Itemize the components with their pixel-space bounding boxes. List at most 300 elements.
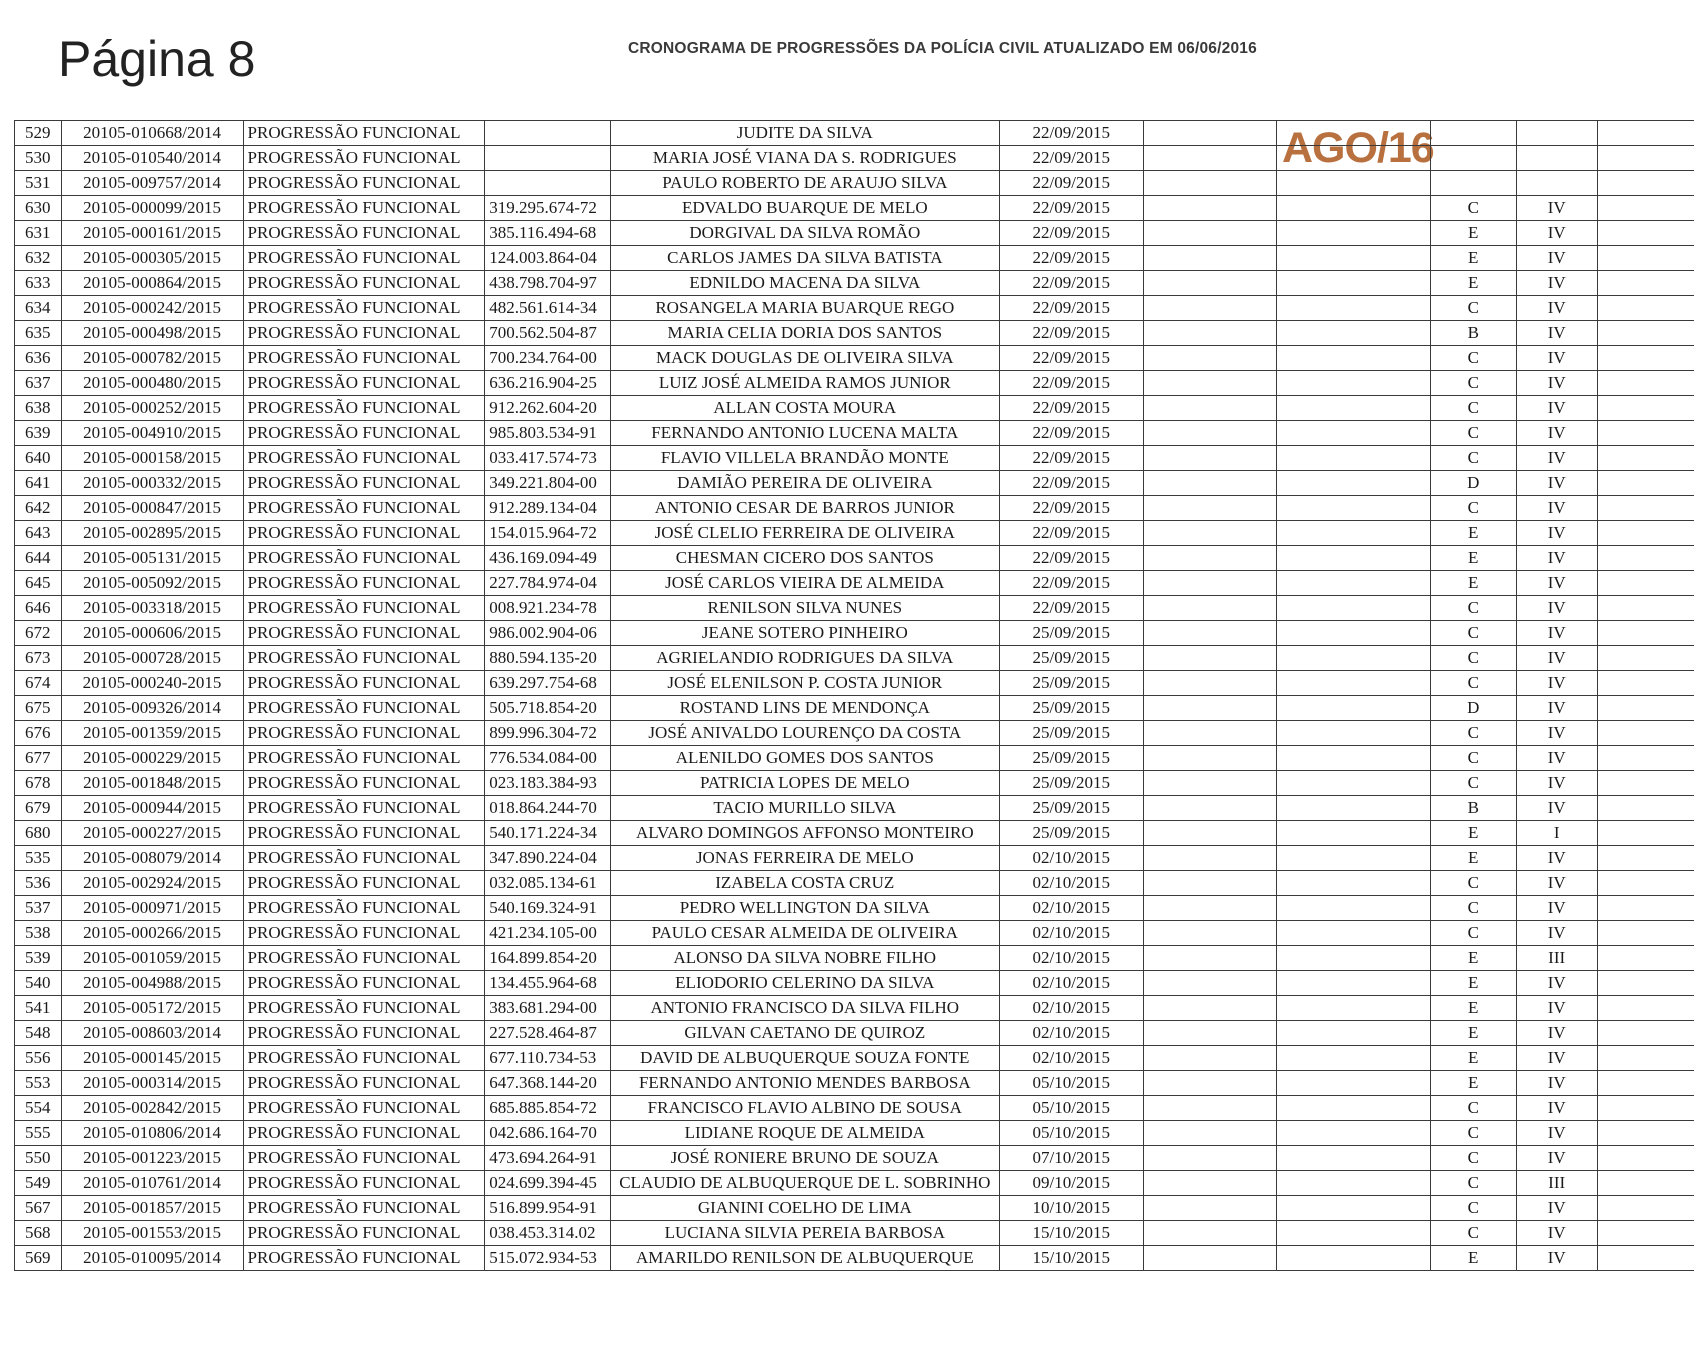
- cpf-cell: 482.561.614-34: [485, 296, 610, 321]
- blank-cell: [1597, 1246, 1694, 1271]
- progression-type-cell: PROGRESSÃO FUNCIONAL: [243, 771, 485, 796]
- process-number-cell: 20105-000266/2015: [61, 921, 243, 946]
- table-row: [15, 896, 1694, 921]
- progression-type-cell: PROGRESSÃO FUNCIONAL: [243, 696, 485, 721]
- blank-cell: [1597, 496, 1694, 521]
- row-number-cell: 675: [15, 696, 62, 721]
- cpf-cell: 349.221.804-00: [485, 471, 610, 496]
- table-row: [15, 571, 1694, 596]
- records-table-wrapper: [14, 120, 1694, 1271]
- date-cell: 25/09/2015: [999, 746, 1143, 771]
- level-cell: E: [1430, 1046, 1516, 1071]
- blank-cell: [1277, 246, 1431, 271]
- blank-cell: [1597, 146, 1694, 171]
- class-cell: IV: [1516, 546, 1597, 571]
- blank-cell: [1597, 896, 1694, 921]
- level-cell: C: [1430, 1146, 1516, 1171]
- progression-type-cell: PROGRESSÃO FUNCIONAL: [243, 971, 485, 996]
- class-cell: IV: [1516, 521, 1597, 546]
- blank-cell: [1277, 746, 1431, 771]
- cpf-cell: 636.216.904-25: [485, 371, 610, 396]
- row-number-cell: 641: [15, 471, 62, 496]
- class-cell: IV: [1516, 1121, 1597, 1146]
- cpf-cell: 438.798.704-97: [485, 271, 610, 296]
- blank-cell: [1597, 1121, 1694, 1146]
- employee-name-cell: DORGIVAL DA SILVA ROMÃO: [610, 221, 999, 246]
- process-number-cell: 20105-004988/2015: [61, 971, 243, 996]
- blank-cell: [1143, 271, 1276, 296]
- progression-type-cell: PROGRESSÃO FUNCIONAL: [243, 346, 485, 371]
- date-cell: 02/10/2015: [999, 871, 1143, 896]
- class-cell: IV: [1516, 246, 1597, 271]
- employee-name-cell: JEANE SOTERO PINHEIRO: [610, 621, 999, 646]
- table-row: [15, 246, 1694, 271]
- row-number-cell: 630: [15, 196, 62, 221]
- blank-cell: [1143, 896, 1276, 921]
- class-cell: III: [1516, 1171, 1597, 1196]
- blank-cell: [1597, 1221, 1694, 1246]
- class-cell: IV: [1516, 221, 1597, 246]
- progression-type-cell: PROGRESSÃO FUNCIONAL: [243, 871, 485, 896]
- process-number-cell: 20105-004910/2015: [61, 421, 243, 446]
- table-row: [15, 696, 1694, 721]
- cpf-cell: 038.453.314.02: [485, 1221, 610, 1246]
- cpf-cell: 154.015.964-72: [485, 521, 610, 546]
- row-number-cell: 539: [15, 946, 62, 971]
- table-row: [15, 646, 1694, 671]
- progression-type-cell: PROGRESSÃO FUNCIONAL: [243, 1021, 485, 1046]
- process-number-cell: 20105-000944/2015: [61, 796, 243, 821]
- blank-cell: [1277, 196, 1431, 221]
- employee-name-cell: CHESMAN CICERO DOS SANTOS: [610, 546, 999, 571]
- blank-cell: [1277, 421, 1431, 446]
- class-cell: [1516, 146, 1597, 171]
- process-number-cell: 20105-010540/2014: [61, 146, 243, 171]
- table-row: [15, 771, 1694, 796]
- date-cell: 22/09/2015: [999, 596, 1143, 621]
- table-row: [15, 721, 1694, 746]
- blank-cell: [1277, 646, 1431, 671]
- blank-cell: [1277, 146, 1431, 171]
- process-number-cell: 20105-000252/2015: [61, 396, 243, 421]
- cpf-cell: 505.718.854-20: [485, 696, 610, 721]
- progression-type-cell: PROGRESSÃO FUNCIONAL: [243, 746, 485, 771]
- blank-cell: [1143, 371, 1276, 396]
- table-row: [15, 596, 1694, 621]
- blank-cell: [1597, 871, 1694, 896]
- blank-cell: [1597, 671, 1694, 696]
- blank-cell: [1143, 1021, 1276, 1046]
- cpf-cell: 033.417.574-73: [485, 446, 610, 471]
- date-cell: 02/10/2015: [999, 996, 1143, 1021]
- employee-name-cell: ELIODORIO CELERINO DA SILVA: [610, 971, 999, 996]
- process-number-cell: 20105-000314/2015: [61, 1071, 243, 1096]
- level-cell: C: [1430, 296, 1516, 321]
- level-cell: [1430, 171, 1516, 196]
- process-number-cell: 20105-005131/2015: [61, 546, 243, 571]
- progression-type-cell: PROGRESSÃO FUNCIONAL: [243, 396, 485, 421]
- process-number-cell: 20105-001059/2015: [61, 946, 243, 971]
- class-cell: IV: [1516, 496, 1597, 521]
- level-cell: C: [1430, 871, 1516, 896]
- date-cell: 25/09/2015: [999, 621, 1143, 646]
- class-cell: IV: [1516, 346, 1597, 371]
- blank-cell: [1277, 671, 1431, 696]
- row-number-cell: 568: [15, 1221, 62, 1246]
- progression-type-cell: PROGRESSÃO FUNCIONAL: [243, 371, 485, 396]
- cpf-cell: 540.169.324-91: [485, 896, 610, 921]
- level-cell: [1430, 121, 1516, 146]
- blank-cell: [1143, 571, 1276, 596]
- level-cell: E: [1430, 1021, 1516, 1046]
- employee-name-cell: PAULO CESAR ALMEIDA DE OLIVEIRA: [610, 921, 999, 946]
- table-row: [15, 1196, 1694, 1221]
- blank-cell: [1277, 846, 1431, 871]
- blank-cell: [1277, 171, 1431, 196]
- blank-cell: [1143, 196, 1276, 221]
- row-number-cell: 674: [15, 671, 62, 696]
- blank-cell: [1143, 521, 1276, 546]
- table-row: [15, 446, 1694, 471]
- blank-cell: [1597, 121, 1694, 146]
- date-cell: 25/09/2015: [999, 821, 1143, 846]
- row-number-cell: 549: [15, 1171, 62, 1196]
- class-cell: IV: [1516, 196, 1597, 221]
- process-number-cell: 20105-001848/2015: [61, 771, 243, 796]
- blank-cell: [1143, 1246, 1276, 1271]
- blank-cell: [1597, 571, 1694, 596]
- table-row: [15, 746, 1694, 771]
- process-number-cell: 20105-000099/2015: [61, 196, 243, 221]
- table-row: [15, 1096, 1694, 1121]
- progression-type-cell: PROGRESSÃO FUNCIONAL: [243, 1071, 485, 1096]
- level-cell: C: [1430, 1096, 1516, 1121]
- date-cell: 25/09/2015: [999, 671, 1143, 696]
- level-cell: E: [1430, 246, 1516, 271]
- employee-name-cell: LUCIANA SILVIA PEREIA BARBOSA: [610, 1221, 999, 1246]
- table-row: [15, 671, 1694, 696]
- table-row: [15, 1021, 1694, 1046]
- level-cell: E: [1430, 996, 1516, 1021]
- cpf-cell: 124.003.864-04: [485, 246, 610, 271]
- class-cell: IV: [1516, 1221, 1597, 1246]
- table-row: [15, 846, 1694, 871]
- blank-cell: [1143, 1196, 1276, 1221]
- cpf-cell: 516.899.954-91: [485, 1196, 610, 1221]
- level-cell: C: [1430, 921, 1516, 946]
- level-cell: C: [1430, 1196, 1516, 1221]
- row-number-cell: 555: [15, 1121, 62, 1146]
- process-number-cell: 20105-000728/2015: [61, 646, 243, 671]
- date-cell: 22/09/2015: [999, 121, 1143, 146]
- table-row: [15, 196, 1694, 221]
- blank-cell: [1277, 546, 1431, 571]
- blank-cell: [1277, 296, 1431, 321]
- employee-name-cell: TACIO MURILLO SILVA: [610, 796, 999, 821]
- row-number-cell: 639: [15, 421, 62, 446]
- process-number-cell: 20105-005172/2015: [61, 996, 243, 1021]
- cpf-cell: 899.996.304-72: [485, 721, 610, 746]
- class-cell: IV: [1516, 1096, 1597, 1121]
- blank-cell: [1143, 1071, 1276, 1096]
- blank-cell: [1277, 371, 1431, 396]
- process-number-cell: 20105-000229/2015: [61, 746, 243, 771]
- blank-cell: [1597, 1046, 1694, 1071]
- employee-name-cell: GILVAN CAETANO DE QUIROZ: [610, 1021, 999, 1046]
- employee-name-cell: ALVARO DOMINGOS AFFONSO MONTEIRO: [610, 821, 999, 846]
- blank-cell: [1597, 1021, 1694, 1046]
- process-number-cell: 20105-010668/2014: [61, 121, 243, 146]
- employee-name-cell: FERNANDO ANTONIO MENDES BARBOSA: [610, 1071, 999, 1096]
- blank-cell: [1143, 846, 1276, 871]
- table-row: [15, 121, 1694, 146]
- progression-type-cell: PROGRESSÃO FUNCIONAL: [243, 496, 485, 521]
- level-cell: E: [1430, 821, 1516, 846]
- process-number-cell: 20105-001857/2015: [61, 1196, 243, 1221]
- class-cell: IV: [1516, 746, 1597, 771]
- class-cell: IV: [1516, 1071, 1597, 1096]
- cpf-cell: 776.534.084-00: [485, 746, 610, 771]
- date-cell: 02/10/2015: [999, 1046, 1143, 1071]
- document-title: CRONOGRAMA DE PROGRESSÕES DA POLÍCIA CIVIL ATUALIZADO EM 06/06/2016: [628, 40, 1257, 57]
- row-number-cell: 633: [15, 271, 62, 296]
- page-label: Página 8: [58, 31, 256, 87]
- date-cell: 22/09/2015: [999, 221, 1143, 246]
- blank-cell: [1597, 471, 1694, 496]
- process-number-cell: 20105-005092/2015: [61, 571, 243, 596]
- table-row: [15, 871, 1694, 896]
- cpf-cell: 018.864.244-70: [485, 796, 610, 821]
- table-row: [15, 921, 1694, 946]
- class-cell: IV: [1516, 396, 1597, 421]
- blank-cell: [1277, 1171, 1431, 1196]
- table-row: [15, 621, 1694, 646]
- blank-cell: [1277, 621, 1431, 646]
- date-cell: 22/09/2015: [999, 421, 1143, 446]
- blank-cell: [1277, 771, 1431, 796]
- class-cell: IV: [1516, 646, 1597, 671]
- row-number-cell: 556: [15, 1046, 62, 1071]
- cpf-cell: 227.784.974-04: [485, 571, 610, 596]
- progression-type-cell: PROGRESSÃO FUNCIONAL: [243, 321, 485, 346]
- process-number-cell: 20105-008603/2014: [61, 1021, 243, 1046]
- blank-cell: [1143, 1121, 1276, 1146]
- row-number-cell: 646: [15, 596, 62, 621]
- level-cell: E: [1430, 846, 1516, 871]
- level-cell: E: [1430, 521, 1516, 546]
- date-cell: 05/10/2015: [999, 1096, 1143, 1121]
- class-cell: III: [1516, 946, 1597, 971]
- class-cell: [1516, 121, 1597, 146]
- date-cell: 02/10/2015: [999, 1021, 1143, 1046]
- row-number-cell: 673: [15, 646, 62, 671]
- cpf-cell: 473.694.264-91: [485, 1146, 610, 1171]
- blank-cell: [1277, 121, 1431, 146]
- table-row: [15, 1146, 1694, 1171]
- blank-cell: [1277, 1071, 1431, 1096]
- progression-type-cell: PROGRESSÃO FUNCIONAL: [243, 221, 485, 246]
- blank-cell: [1597, 1171, 1694, 1196]
- progression-type-cell: PROGRESSÃO FUNCIONAL: [243, 846, 485, 871]
- level-cell: C: [1430, 496, 1516, 521]
- level-cell: C: [1430, 621, 1516, 646]
- row-number-cell: 645: [15, 571, 62, 596]
- employee-name-cell: ALENILDO GOMES DOS SANTOS: [610, 746, 999, 771]
- progression-type-cell: PROGRESSÃO FUNCIONAL: [243, 1221, 485, 1246]
- table-row: [15, 546, 1694, 571]
- blank-cell: [1143, 671, 1276, 696]
- row-number-cell: 536: [15, 871, 62, 896]
- blank-cell: [1143, 596, 1276, 621]
- class-cell: IV: [1516, 871, 1597, 896]
- blank-cell: [1277, 821, 1431, 846]
- table-row: [15, 1246, 1694, 1271]
- blank-cell: [1597, 621, 1694, 646]
- employee-name-cell: CLAUDIO DE ALBUQUERQUE DE L. SOBRINHO: [610, 1171, 999, 1196]
- row-number-cell: 530: [15, 146, 62, 171]
- process-number-cell: 20105-009757/2014: [61, 171, 243, 196]
- progression-type-cell: PROGRESSÃO FUNCIONAL: [243, 446, 485, 471]
- blank-cell: [1277, 1096, 1431, 1121]
- blank-cell: [1277, 396, 1431, 421]
- level-cell: C: [1430, 421, 1516, 446]
- employee-name-cell: ALONSO DA SILVA NOBRE FILHO: [610, 946, 999, 971]
- cpf-cell: 912.289.134-04: [485, 496, 610, 521]
- class-cell: IV: [1516, 321, 1597, 346]
- level-cell: D: [1430, 471, 1516, 496]
- blank-cell: [1277, 221, 1431, 246]
- employee-name-cell: MACK DOUGLAS DE OLIVEIRA SILVA: [610, 346, 999, 371]
- cpf-cell: [485, 171, 610, 196]
- blank-cell: [1143, 346, 1276, 371]
- row-number-cell: 679: [15, 796, 62, 821]
- blank-cell: [1597, 746, 1694, 771]
- progression-type-cell: PROGRESSÃO FUNCIONAL: [243, 646, 485, 671]
- process-number-cell: 20105-009326/2014: [61, 696, 243, 721]
- employee-name-cell: JOSÉ CLELIO FERREIRA DE OLIVEIRA: [610, 521, 999, 546]
- employee-name-cell: JUDITE DA SILVA: [610, 121, 999, 146]
- cpf-cell: 008.921.234-78: [485, 596, 610, 621]
- blank-cell: [1277, 1046, 1431, 1071]
- class-cell: IV: [1516, 446, 1597, 471]
- level-cell: E: [1430, 946, 1516, 971]
- table-row: [15, 396, 1694, 421]
- blank-cell: [1597, 596, 1694, 621]
- employee-name-cell: DAMIÃO PEREIRA DE OLIVEIRA: [610, 471, 999, 496]
- blank-cell: [1143, 421, 1276, 446]
- date-cell: 22/09/2015: [999, 446, 1143, 471]
- process-number-cell: 20105-000242/2015: [61, 296, 243, 321]
- cpf-cell: 385.116.494-68: [485, 221, 610, 246]
- process-number-cell: 20105-000240-2015: [61, 671, 243, 696]
- progression-type-cell: PROGRESSÃO FUNCIONAL: [243, 621, 485, 646]
- employee-name-cell: ALLAN COSTA MOURA: [610, 396, 999, 421]
- table-row: [15, 521, 1694, 546]
- row-number-cell: 672: [15, 621, 62, 646]
- class-cell: IV: [1516, 1146, 1597, 1171]
- table-row: [15, 996, 1694, 1021]
- level-cell: D: [1430, 696, 1516, 721]
- employee-name-cell: JOSÉ ELENILSON P. COSTA JUNIOR: [610, 671, 999, 696]
- progression-type-cell: PROGRESSÃO FUNCIONAL: [243, 671, 485, 696]
- progression-type-cell: PROGRESSÃO FUNCIONAL: [243, 571, 485, 596]
- date-cell: 05/10/2015: [999, 1071, 1143, 1096]
- level-cell: C: [1430, 1171, 1516, 1196]
- row-number-cell: 569: [15, 1246, 62, 1271]
- blank-cell: [1277, 321, 1431, 346]
- progression-type-cell: PROGRESSÃO FUNCIONAL: [243, 596, 485, 621]
- progression-type-cell: PROGRESSÃO FUNCIONAL: [243, 1121, 485, 1146]
- class-cell: IV: [1516, 1196, 1597, 1221]
- blank-cell: [1597, 521, 1694, 546]
- blank-cell: [1597, 271, 1694, 296]
- blank-cell: [1597, 646, 1694, 671]
- records-table-body: [15, 121, 1694, 1271]
- table-row: [15, 371, 1694, 396]
- employee-name-cell: JOSÉ CARLOS VIEIRA DE ALMEIDA: [610, 571, 999, 596]
- date-cell: 05/10/2015: [999, 1121, 1143, 1146]
- date-cell: 25/09/2015: [999, 796, 1143, 821]
- class-cell: IV: [1516, 571, 1597, 596]
- month-stamp: AGO/16: [1282, 124, 1434, 172]
- blank-cell: [1597, 996, 1694, 1021]
- blank-cell: [1277, 1121, 1431, 1146]
- class-cell: IV: [1516, 971, 1597, 996]
- blank-cell: [1277, 921, 1431, 946]
- row-number-cell: 553: [15, 1071, 62, 1096]
- blank-cell: [1143, 171, 1276, 196]
- cpf-cell: 685.885.854-72: [485, 1096, 610, 1121]
- date-cell: 02/10/2015: [999, 896, 1143, 921]
- class-cell: IV: [1516, 471, 1597, 496]
- row-number-cell: 644: [15, 546, 62, 571]
- class-cell: [1516, 171, 1597, 196]
- level-cell: E: [1430, 571, 1516, 596]
- blank-cell: [1597, 246, 1694, 271]
- cpf-cell: 023.183.384-93: [485, 771, 610, 796]
- row-number-cell: 531: [15, 171, 62, 196]
- employee-name-cell: JOSÉ RONIERE BRUNO DE SOUZA: [610, 1146, 999, 1171]
- process-number-cell: 20105-000480/2015: [61, 371, 243, 396]
- row-number-cell: 636: [15, 346, 62, 371]
- class-cell: IV: [1516, 721, 1597, 746]
- date-cell: 15/10/2015: [999, 1221, 1143, 1246]
- employee-name-cell: EDNILDO MACENA DA SILVA: [610, 271, 999, 296]
- employee-name-cell: ANTONIO FRANCISCO DA SILVA FILHO: [610, 996, 999, 1021]
- cpf-cell: 912.262.604-20: [485, 396, 610, 421]
- row-number-cell: 635: [15, 321, 62, 346]
- process-number-cell: 20105-001553/2015: [61, 1221, 243, 1246]
- blank-cell: [1143, 1096, 1276, 1121]
- cpf-cell: 647.368.144-20: [485, 1071, 610, 1096]
- blank-cell: [1143, 471, 1276, 496]
- cpf-cell: 515.072.934-53: [485, 1246, 610, 1271]
- blank-cell: [1277, 971, 1431, 996]
- employee-name-cell: JONAS FERREIRA DE MELO: [610, 846, 999, 871]
- level-cell: E: [1430, 546, 1516, 571]
- date-cell: 07/10/2015: [999, 1146, 1143, 1171]
- blank-cell: [1277, 796, 1431, 821]
- level-cell: C: [1430, 596, 1516, 621]
- level-cell: C: [1430, 371, 1516, 396]
- blank-cell: [1597, 171, 1694, 196]
- cpf-cell: 677.110.734-53: [485, 1046, 610, 1071]
- blank-cell: [1597, 1096, 1694, 1121]
- row-number-cell: 634: [15, 296, 62, 321]
- date-cell: 22/09/2015: [999, 321, 1143, 346]
- table-row: [15, 946, 1694, 971]
- date-cell: 22/09/2015: [999, 171, 1143, 196]
